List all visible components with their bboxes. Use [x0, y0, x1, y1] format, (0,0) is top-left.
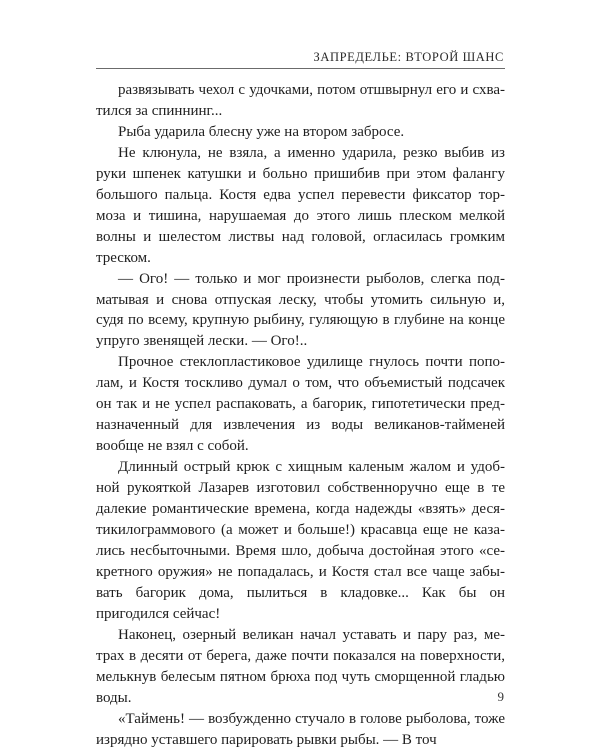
header-rule: [96, 68, 505, 69]
paragraph-6: Длинный острый крюк с хищным каленым жалом и удобной рукояткой Лазарев изготовил собственноручно еще в те далекие романтические времена, когда надежды «взять» десятикилограммового (а может и больше!) красавца еще не казались несбыточными. Время шло, добыча достойная этого «секретного оружия» не попадалась, и Костя стал все чаще забывать багорик дома, пылиться в кладовке... Как бы он пригодился сейчас!: [96, 459, 505, 622]
paragraph-8: «Таймень! — возбужденно стучало в голове рыболова, тоже изрядно уставшего парировать рывки рыбы. — В точ: [96, 710, 505, 748]
paragraph-7: Наконец, озерный великан начал уставать и пару раз, метрах в десяти от берега, даже почти показался на поверхности, мелькнув белесым пятном брюха под чуть сморщенной гладью воды.: [96, 626, 505, 706]
paragraph-2: Рыба ударила блесну уже на втором забросе.: [118, 123, 405, 140]
paragraph-4: — Ого! — только и мог произнести рыболов, слегка подматывая и снова отпуская леску, чтобы утомить сильную и, судя по всему, крупную рыбину, гуляющую в глубине на конце упруго звенящей лески. — Ого!..: [96, 270, 505, 350]
paragraph-3: Не клюнула, не взяла, а именно ударила, резко выбив из руки шпенек катушки и больно пришибив при этом фалангу большого пальца. Костя едва успел перевести фиксатор тормоза и тишина, нарушаемая до этого лишь плеском мелкой волны и шелестом листвы над головой, огласилась громким треском.: [96, 144, 505, 266]
running-head: ЗАПРЕДЕЛЬЕ: ВТОРОЙ ШАНС: [313, 50, 504, 64]
page-number: 9: [497, 689, 504, 704]
paragraph-5: Прочное стеклопластиковое удилище гнулось почти пополам, и Костя тоскливо думал о том, что объемистый подсачек он так и не успел распаковать, а багорик, гипотетически предназначенный для извлечения из воды великанов-таймeней вообще не взял с собой.: [96, 354, 505, 455]
body-text: [96, 80, 505, 751]
paragraph-1: развязывать чехол с удочками, потом отшвырнул его и схватился за спиннинг...: [96, 82, 505, 119]
